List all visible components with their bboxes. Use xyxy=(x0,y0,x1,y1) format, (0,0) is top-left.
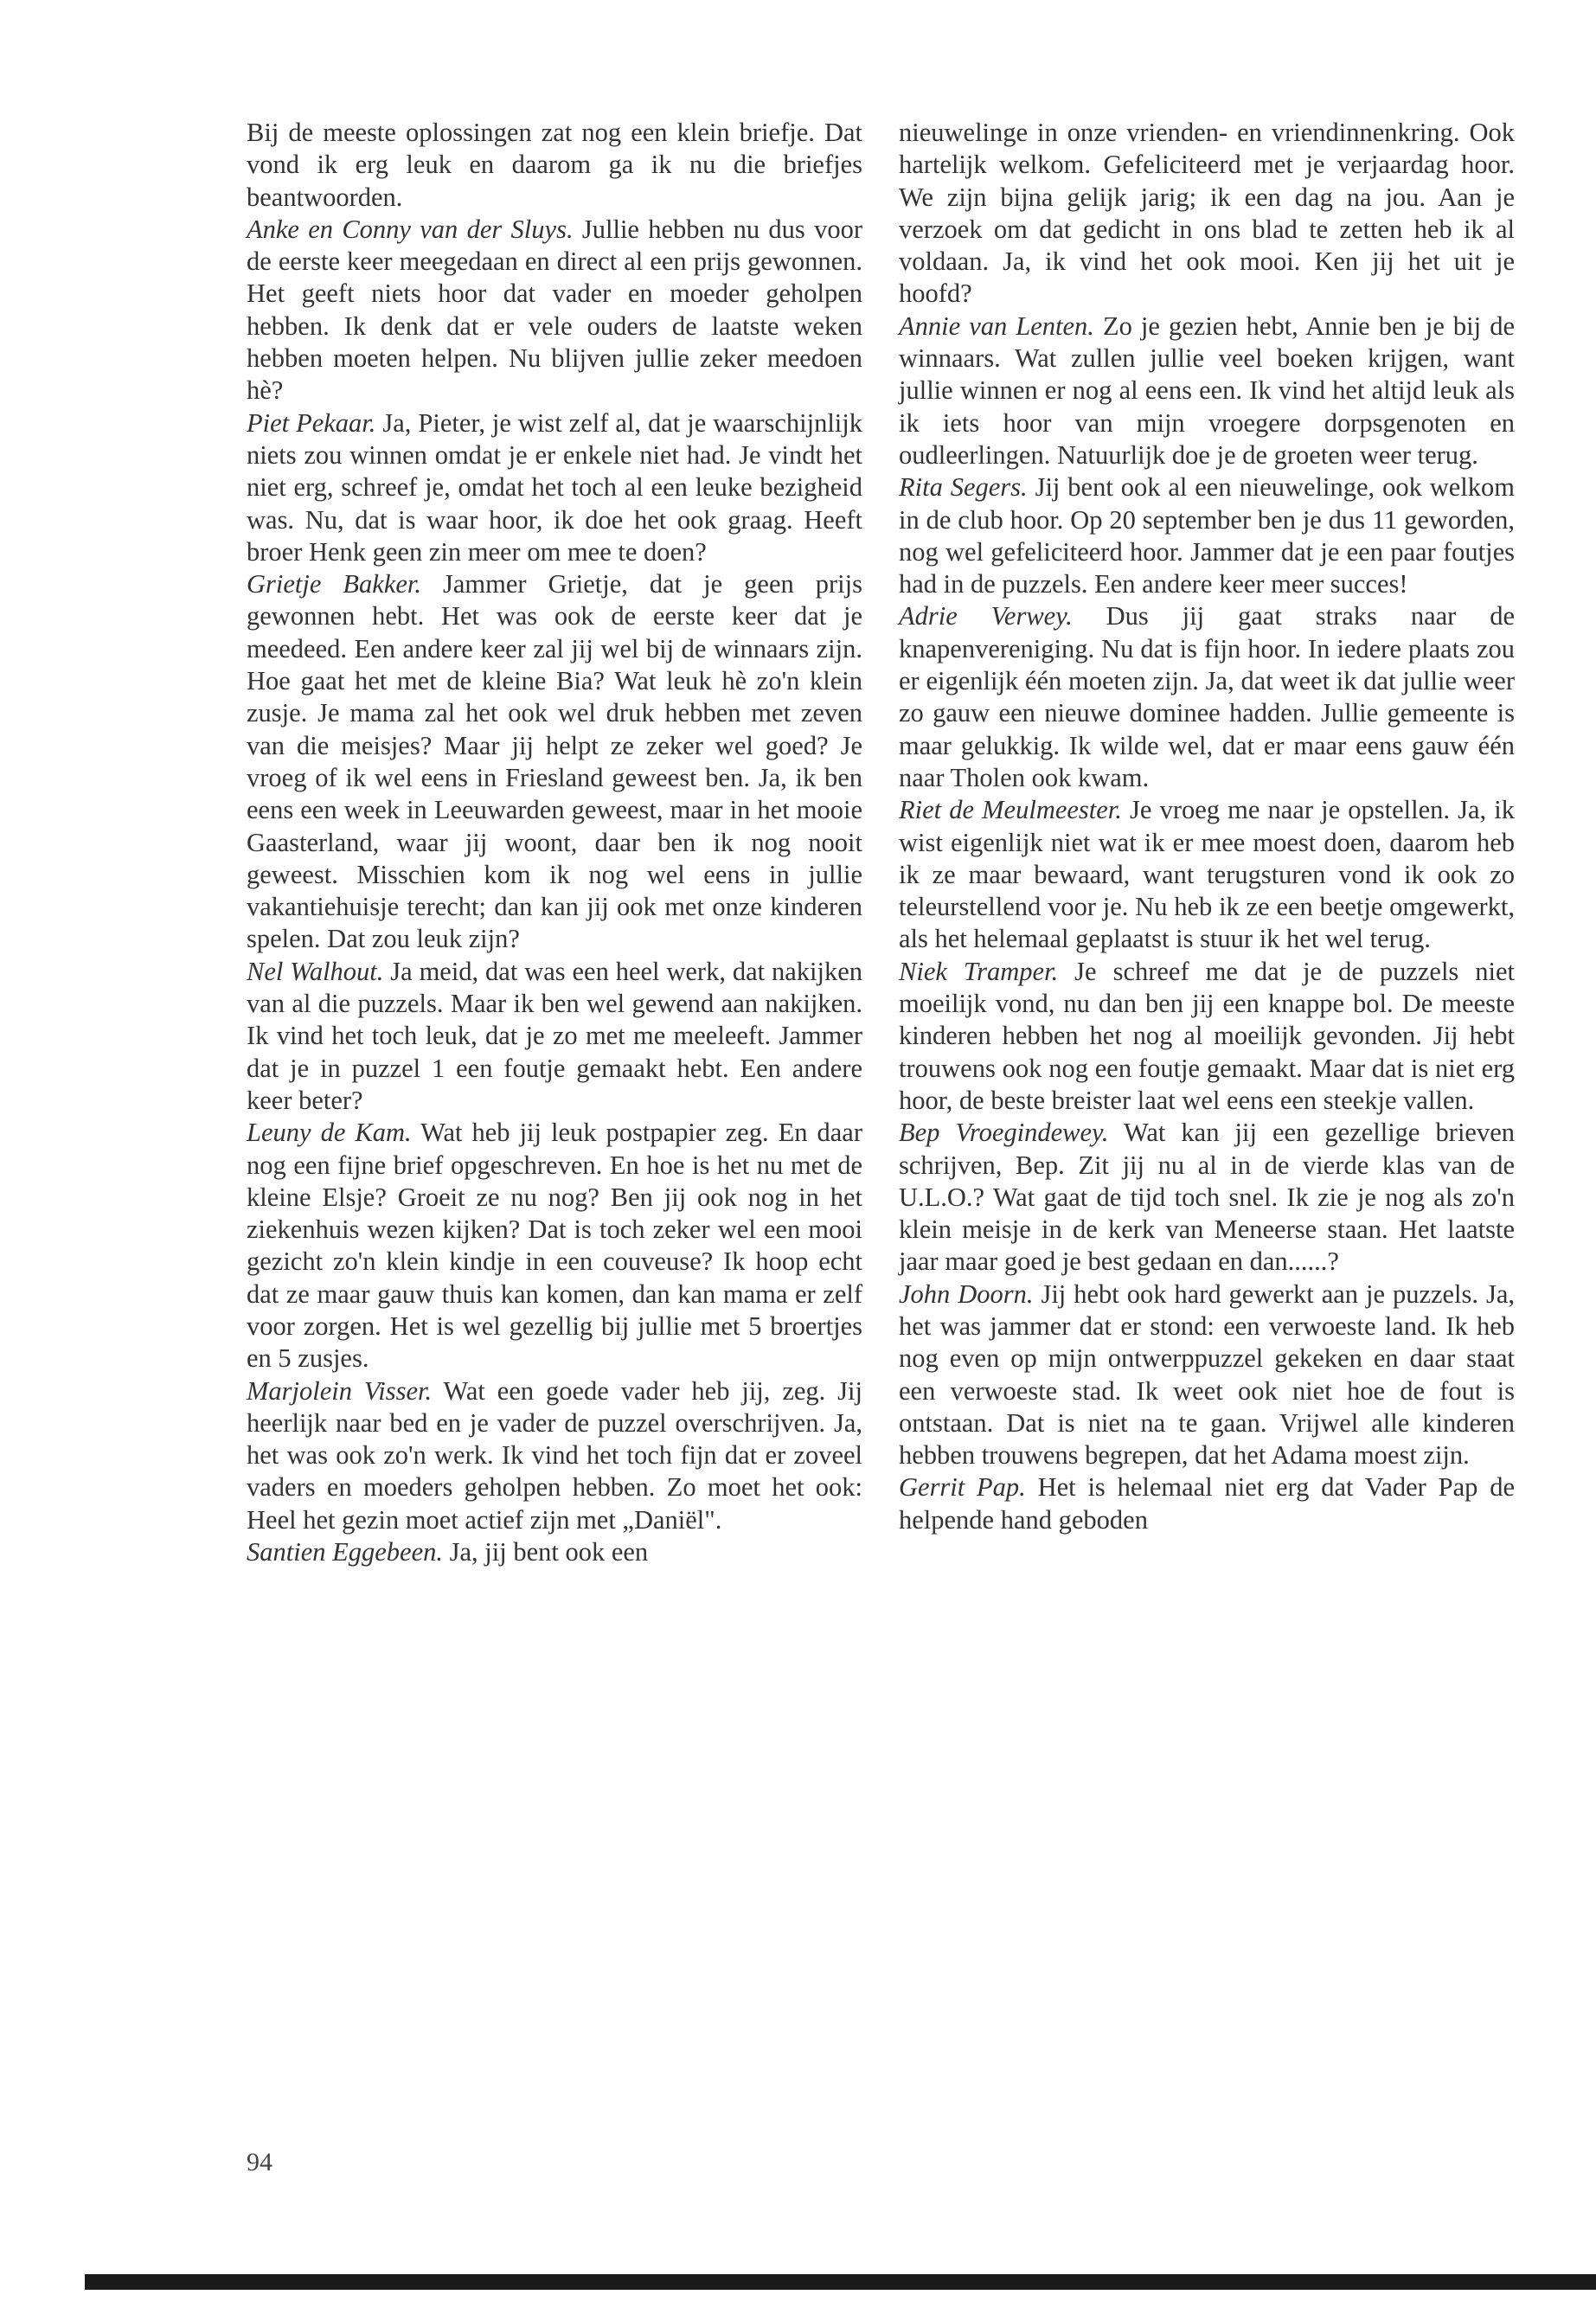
paragraph-name: Annie van Lenten. xyxy=(899,311,1094,341)
paragraph-text: Jullie hebben nu dus voor de eerste keer meegedaan en direct al een prijs gewonnen. Het geeft niets hoor dat vader en moeder geholpen hebben. Ik denk dat er vele ouders de laatste weken hebben moeten helpen. Nu blijven jullie zeker meedoen hè? xyxy=(247,214,862,406)
paragraph-name: Bep Vroegindewey. xyxy=(899,1118,1109,1148)
paragraph xyxy=(899,794,1515,955)
paragraph-name: John Doorn. xyxy=(899,1279,1034,1309)
paragraph-text: Je vroeg me naar je opstellen. Ja, ik wist eigenlijk niet wat ik er mee moest doen, daarom heb ik ze maar bewaard, want terugsturen vond ik ook zo teleurstellend voor je. Nu heb ik ze een beetje omgewerkt, als het helemaal geplaatst is stuur ik het wel terug. xyxy=(899,795,1515,954)
paragraph-text: Jij bent ook al een nieuwelinge, ook welkom in de club hoor. Op 20 september ben je dus 11 geworden, nog wel gefeliciteerd hoor. Jammer dat je een paar foutjes had in de puzzels. Een andere keer meer succes! xyxy=(899,472,1515,599)
paragraph-text: Ja, jij bent ook een xyxy=(442,1537,649,1567)
paragraph xyxy=(899,956,1515,1117)
bottom-rule xyxy=(85,2274,1596,2290)
paragraph xyxy=(247,956,862,1117)
paragraph-name: Riet de Meulmeester. xyxy=(899,795,1122,825)
paragraph-text: Jij hebt ook hard gewerkt aan je puzzels. Ja, het was jammer dat er stond: een verwoeste land. Ik heb nog even op mijn ontwerppuzzel gekeken en daar staat een verwoeste stad. Ik weet ook niet hoe de fout is ontstaan. Dat is niet na te gaan. Vrijwel alle kinderen hebben trouwens begrepen, dat het Adama moest zijn. xyxy=(899,1279,1516,1471)
paragraph-text: Jammer Grietje, dat je geen prijs gewonnen hebt. Het was ook de eerste keer dat je meedeed. Een andere keer zal jij wel bij de winnaars zijn. Hoe gaat het met de kleine Bia? Wat leuk hè zo'n klein zusje. Je mama zal het ook wel druk hebben met zeven van die meisjes? Maar jij helpt ze zeker wel goed? Je vroeg of ik wel eens in Friesland geweest ben. Ja, ik ben eens een week in Leeuwarden geweest, maar in het mooie Gaasterland, waar jij woont, daar ben ik nog nooit geweest. Misschien kom ik nog wel eens in jullie vakantiehuisje terecht; dan kan jij ook met onze kinderen spelen. Dat zou leuk zijn? xyxy=(247,569,862,954)
paragraph-text: Bij de meeste oplossingen zat nog een klein briefje. Dat vond ik erg leuk en daarom ga ik nu die briefjes beantwoorden. xyxy=(247,118,862,212)
paragraph xyxy=(899,1471,1515,1536)
paragraph-name: Anke en Conny van der Sluys. xyxy=(247,214,574,244)
paragraph-text: Je schreef me dat je de puzzels niet moeilijk vond, nu dan ben jij een knappe bol. De meeste kinderen hebben het nog al moeilijk gevonden. Jij hebt trouwens ook nog een foutje gemaakt. Maar dat is niet erg hoor, de beste breister laat wel eens een steekje vallen. xyxy=(899,956,1515,1115)
paragraph-name: Gerrit Pap. xyxy=(899,1472,1026,1503)
paragraph-name: Leuny de Kam. xyxy=(247,1118,412,1148)
paragraph-text: Wat heb jij leuk postpapier zeg. En daar nog een fijne brief opgeschreven. En hoe is het nu met de kleine Elsje? Groeit ze nu nog? Ben jij ook nog in het ziekenhuis wezen kijken? Dat is toch zeker wel een mooi gezicht zo'n klein kindje in een couveuse? Ik hoop echt dat ze maar gauw thuis kan komen, dan kan mama er zelf voor zorgen. Het is wel gezellig bij jullie met 5 broertjes en 5 zusjes. xyxy=(247,1118,863,1374)
paragraph-name: Niek Tramper. xyxy=(899,956,1059,986)
paragraph-text: Dus jij gaat straks naar de knapenvereniging. Nu dat is fijn hoor. In iedere plaats zou er eigenlijk één moeten zijn. Ja, dat weet ik dat jullie weer zo gauw een nieuwe dominee hadden. Jullie gemeente is maar gelukkig. Ik wilde wel, dat er maar eens gauw één naar Tholen ook kwam. xyxy=(899,601,1515,792)
paragraph-text: Zo je gezien hebt, Annie ben je bij de winnaars. Wat zullen jullie veel boeken krijgen, want jullie winnen er nog al eens een. Ik vind het altijd leuk als ik iets hoor van mijn vroegere dorpsgenoten en oudleerlingen. Natuurlijk doe je de groeten weer terug. xyxy=(899,311,1515,470)
paragraph-text: Het is helemaal niet erg dat Vader Pap de helpende hand geboden xyxy=(899,1472,1515,1535)
paragraph-name: Marjolein Visser. xyxy=(247,1375,433,1406)
paragraph-text: Wat een goede vader heb jij, zeg. Jij heerlijk naar bed en je vader de puzzel overschrijven. Ja, het was ook zo'n werk. Ik vind het toch fijn dat er zoveel vaders en moeders geholpen hebben. Zo moet het ook: Heel het gezin moet actief zijn met „Daniël". xyxy=(247,1375,862,1535)
paragraph xyxy=(899,117,1515,311)
paragraph-text: Ja, Pieter, je wist zelf al, dat je waarschijnlijk niets zou winnen omdat je er enkele niet had. Je vindt het niet erg, schreef je, omdat het toch al een leuke bezigheid was. Nu, dat is waar hoor, ik doe het ook graag. Heeft broer Henk geen zin meer om mee te doen? xyxy=(247,407,862,567)
paragraph-text: Wat kan jij een gezellige brieven schrijven, Bep. Zit jij nu al in de vierde klas van de U.L.O.? Wat gaat de tijd toch snel. Ik zie je nog als zo'n klein meisje in de kerk van Meneerse staan. Het laatste jaar maar goed je best gedaan en dan......? xyxy=(899,1118,1515,1277)
paragraph xyxy=(899,311,1515,471)
paragraph xyxy=(899,600,1515,794)
paragraph-text: Ja meid, dat was een heel werk, dat nakijken van al die puzzels. Maar ik ben wel gewend aan nakijken. Ik vind het toch leuk, dat je zo met me meeleeft. Jammer dat je in puzzel 1 een foutje gemaakt hebt. Een andere keer beter? xyxy=(247,956,862,1115)
paragraph xyxy=(247,1536,862,1568)
paragraph xyxy=(247,117,862,214)
paragraph-name: Rita Segers. xyxy=(899,472,1028,503)
paragraph xyxy=(247,1117,862,1375)
paragraph xyxy=(247,214,862,407)
page-number: 94 xyxy=(247,2148,272,2176)
paragraph-name: Piet Pekaar. xyxy=(247,407,376,438)
paragraph-name: Nel Walhout. xyxy=(247,956,384,986)
paragraph xyxy=(899,471,1515,600)
paragraph xyxy=(247,407,862,568)
paragraph-name: Santien Eggebeen. xyxy=(247,1537,443,1567)
paragraph xyxy=(247,1375,862,1536)
left-column xyxy=(247,117,862,1568)
paragraph xyxy=(247,568,862,956)
paragraph-name: Adrie Verwey. xyxy=(899,601,1073,631)
paragraph xyxy=(899,1117,1515,1278)
paragraph-text: nieuwelinge in onze vrienden- en vriendinnenkring. Ook hartelijk welkom. Gefeliciteerd met je verjaardag hoor. We zijn bijna gelijk jarig; ik een dag na jou. Aan je verzoek om dat gedicht in ons blad te zetten heb ik al voldaan. Ja, ik vind het ook mooi. Ken jij het uit je hoofd? xyxy=(899,118,1515,309)
paragraph-name: Grietje Bakker. xyxy=(247,569,422,599)
right-column xyxy=(899,117,1515,1536)
paragraph xyxy=(899,1279,1515,1472)
